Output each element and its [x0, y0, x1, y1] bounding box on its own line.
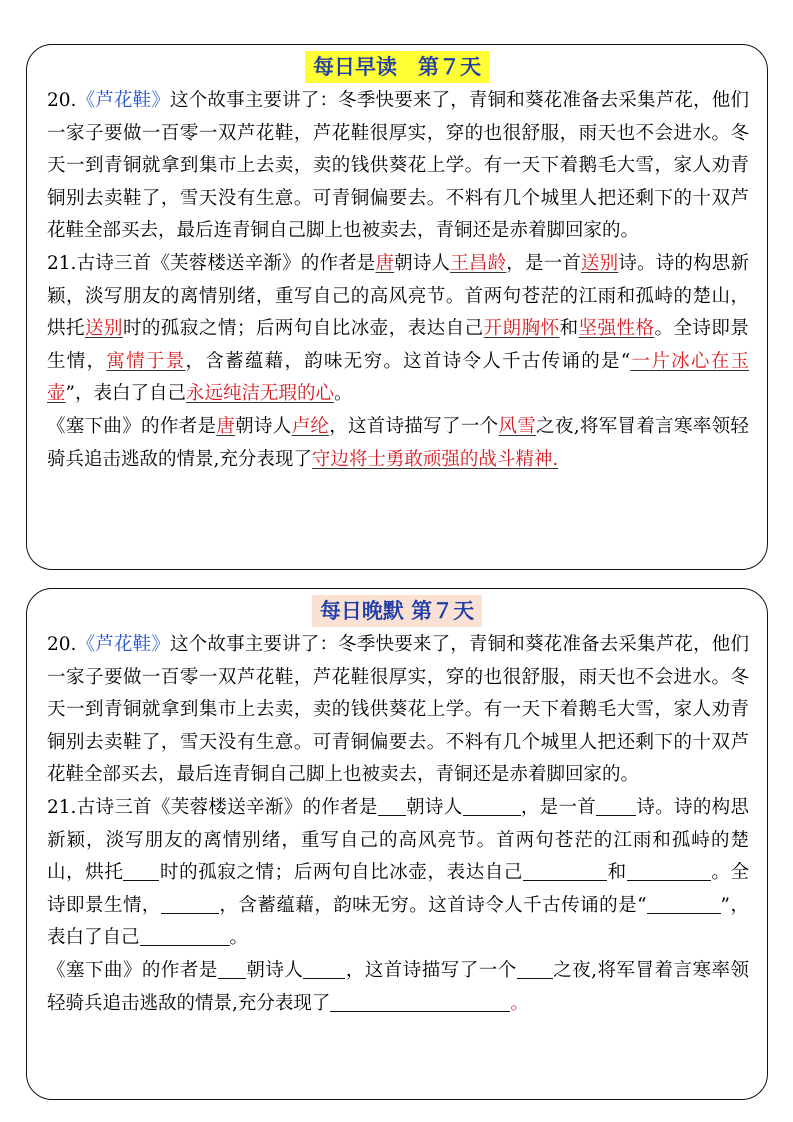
- text: ，是一首: [520, 796, 597, 818]
- morning-item-20: [47, 85, 749, 248]
- text: 时的孤寂之情；后两句自比冰壶，表达自己: [159, 862, 524, 884]
- blank-famous-line[interactable]: [647, 893, 721, 914]
- evening-content: [47, 629, 749, 1020]
- answer-technique: 寓情于景: [106, 350, 186, 372]
- blank-genre[interactable]: [596, 795, 636, 816]
- answer-spirit: 守边将士勇敢顽强的战斗精神.: [311, 448, 559, 470]
- blank-poet[interactable]: [303, 958, 345, 979]
- answer-setting: 送别: [84, 318, 123, 340]
- end-mark: 。: [510, 992, 529, 1014]
- blank-scene[interactable]: [517, 958, 553, 979]
- story-summary: 这个故事主要讲了：冬季快要来了，青铜和葵花准备去采集芦花，他们一家子要做一百零一双芦花鞋，芦花鞋很厚实，穿的也很舒服，雨天也不会进水。冬天一到青铜就拿到集市上去卖，卖的钱供葵花上学。有一天下着鹅毛大雪，家人劝青铜别去卖鞋了，雪天没有生意。可青铜偏要去。不料有几个城里人把还剩下的十双芦花鞋全部买去，最后连青铜自己脚上也被卖去，青铜还是赤着脚回家的。: [47, 90, 749, 242]
- text: 。全诗即景生情，: [47, 318, 749, 372]
- text: 诗。诗的构思新颖，淡写朋友的离情别绪，重写自己的高风亮节。首两句苍茫的江雨和孤峙的楚山，烘托: [47, 796, 749, 884]
- book-bracket-close: 》: [151, 90, 171, 111]
- evening-dictation-card: [26, 588, 768, 1100]
- answer-trait-1: 开朗胸怀: [483, 318, 560, 340]
- answer-dynasty: 唐: [375, 252, 395, 274]
- answer-scene: 风雪: [498, 415, 537, 437]
- book-bracket-open: 《: [76, 90, 96, 111]
- blank-meaning[interactable]: [140, 925, 230, 946]
- text: 之夜,将军冒着言寒率领轻骑兵追击逃敌的情景,充分表现了: [47, 959, 749, 1014]
- text: 。: [334, 383, 353, 405]
- answer-meaning: 永远纯洁无瑕的心: [185, 383, 334, 405]
- text: 朝诗人: [245, 959, 304, 981]
- evening-title: 每日晚默 第７天: [312, 595, 482, 627]
- story-summary: 这个故事主要讲了：冬季快要来了，青铜和葵花准备去采集芦花，他们一家子要做一百零一双芦花鞋，芦花鞋很厚实，穿的也很舒服，雨天也不会进水。冬天一到青铜就拿到集市上去卖，卖的钱供葵花上学。有一天下着鹅毛大雪，家人劝青铜别去卖鞋了，雪天没有生意。可青铜偏要去。不料有几个城里人把还剩下的十双芦花鞋全部买去，最后连青铜自己脚上也被卖去，青铜还是赤着脚回家的。: [47, 634, 749, 786]
- text: ，含蓄蕴藉，韵味无穷。这首诗令人千古传诵的是“: [218, 894, 647, 916]
- text: 。: [229, 927, 249, 949]
- blank-dynasty[interactable]: [218, 958, 246, 979]
- answer-dynasty: 唐: [216, 415, 236, 437]
- item-number: 20.: [47, 634, 77, 655]
- answer-genre: 送别: [581, 252, 619, 274]
- answer-poet: 卢纶: [291, 415, 330, 437]
- blank-trait-2[interactable]: [627, 860, 711, 881]
- blank-dynasty[interactable]: [378, 795, 406, 816]
- text: 《塞下曲》的作者是: [47, 959, 218, 981]
- book-bracket-open: 《: [76, 634, 96, 655]
- text: 之夜,将军冒着言寒率领轻骑兵追击逃敌的情景,充分表现了: [47, 415, 749, 470]
- book-bracket-close: 》: [151, 634, 171, 655]
- blank-setting[interactable]: [123, 860, 159, 881]
- text: 《塞下曲》的作者是: [47, 415, 217, 437]
- answer-poet: 王昌龄: [450, 252, 507, 274]
- text: 朝诗人: [235, 415, 292, 437]
- text: 21.古诗三首《芙蓉楼送辛渐》的作者是: [47, 252, 376, 274]
- text: 时的孤寂之情；后两句自比冰壶，表达自己: [122, 318, 484, 340]
- answer-famous-line: 一片冰心在玉壶: [47, 350, 749, 405]
- evening-item-22: [47, 955, 749, 1020]
- evening-item-20: [47, 629, 749, 792]
- text: 朝诗人: [405, 796, 463, 818]
- text: ，这首诗描写了一个: [345, 959, 517, 981]
- text: ，含蓄蕴藉，韵味无穷。这首诗令人千古传诵的是“: [185, 350, 631, 372]
- text: 诗。诗的构思新颖，淡写朋友的离情别绪，重写自己的高风亮节。首两句苍茫的江雨和孤峙的楚山，烘托: [47, 252, 749, 340]
- blank-spirit[interactable]: [330, 991, 510, 1012]
- evening-item-21: [47, 792, 749, 955]
- text: ”，表白了自己: [47, 894, 749, 949]
- text: ”，表白了自己: [65, 383, 186, 405]
- answer-trait-2: 坚强性格: [578, 318, 655, 340]
- text: 和: [607, 862, 627, 884]
- text: 21.古诗三首《芙蓉楼送辛渐》的作者是: [47, 796, 378, 818]
- book-title: 芦花鞋: [95, 90, 152, 111]
- book-title: 芦花鞋: [95, 634, 152, 655]
- morning-item-21: [47, 248, 749, 411]
- text: 。全诗即景生情，: [47, 862, 749, 916]
- text: 和: [559, 318, 579, 340]
- text: 朝诗人: [394, 252, 451, 274]
- text: ，这首诗描写了一个: [329, 415, 499, 437]
- text: ，是一首: [506, 252, 581, 274]
- blank-technique[interactable]: [161, 893, 219, 914]
- blank-poet[interactable]: [463, 795, 521, 816]
- morning-reading-card: [26, 44, 768, 570]
- blank-trait-1[interactable]: [523, 860, 607, 881]
- morning-title: 每日早读 第７天: [305, 51, 489, 83]
- morning-content: [47, 85, 749, 476]
- item-number: 20.: [47, 90, 77, 111]
- morning-item-22: [47, 411, 749, 476]
